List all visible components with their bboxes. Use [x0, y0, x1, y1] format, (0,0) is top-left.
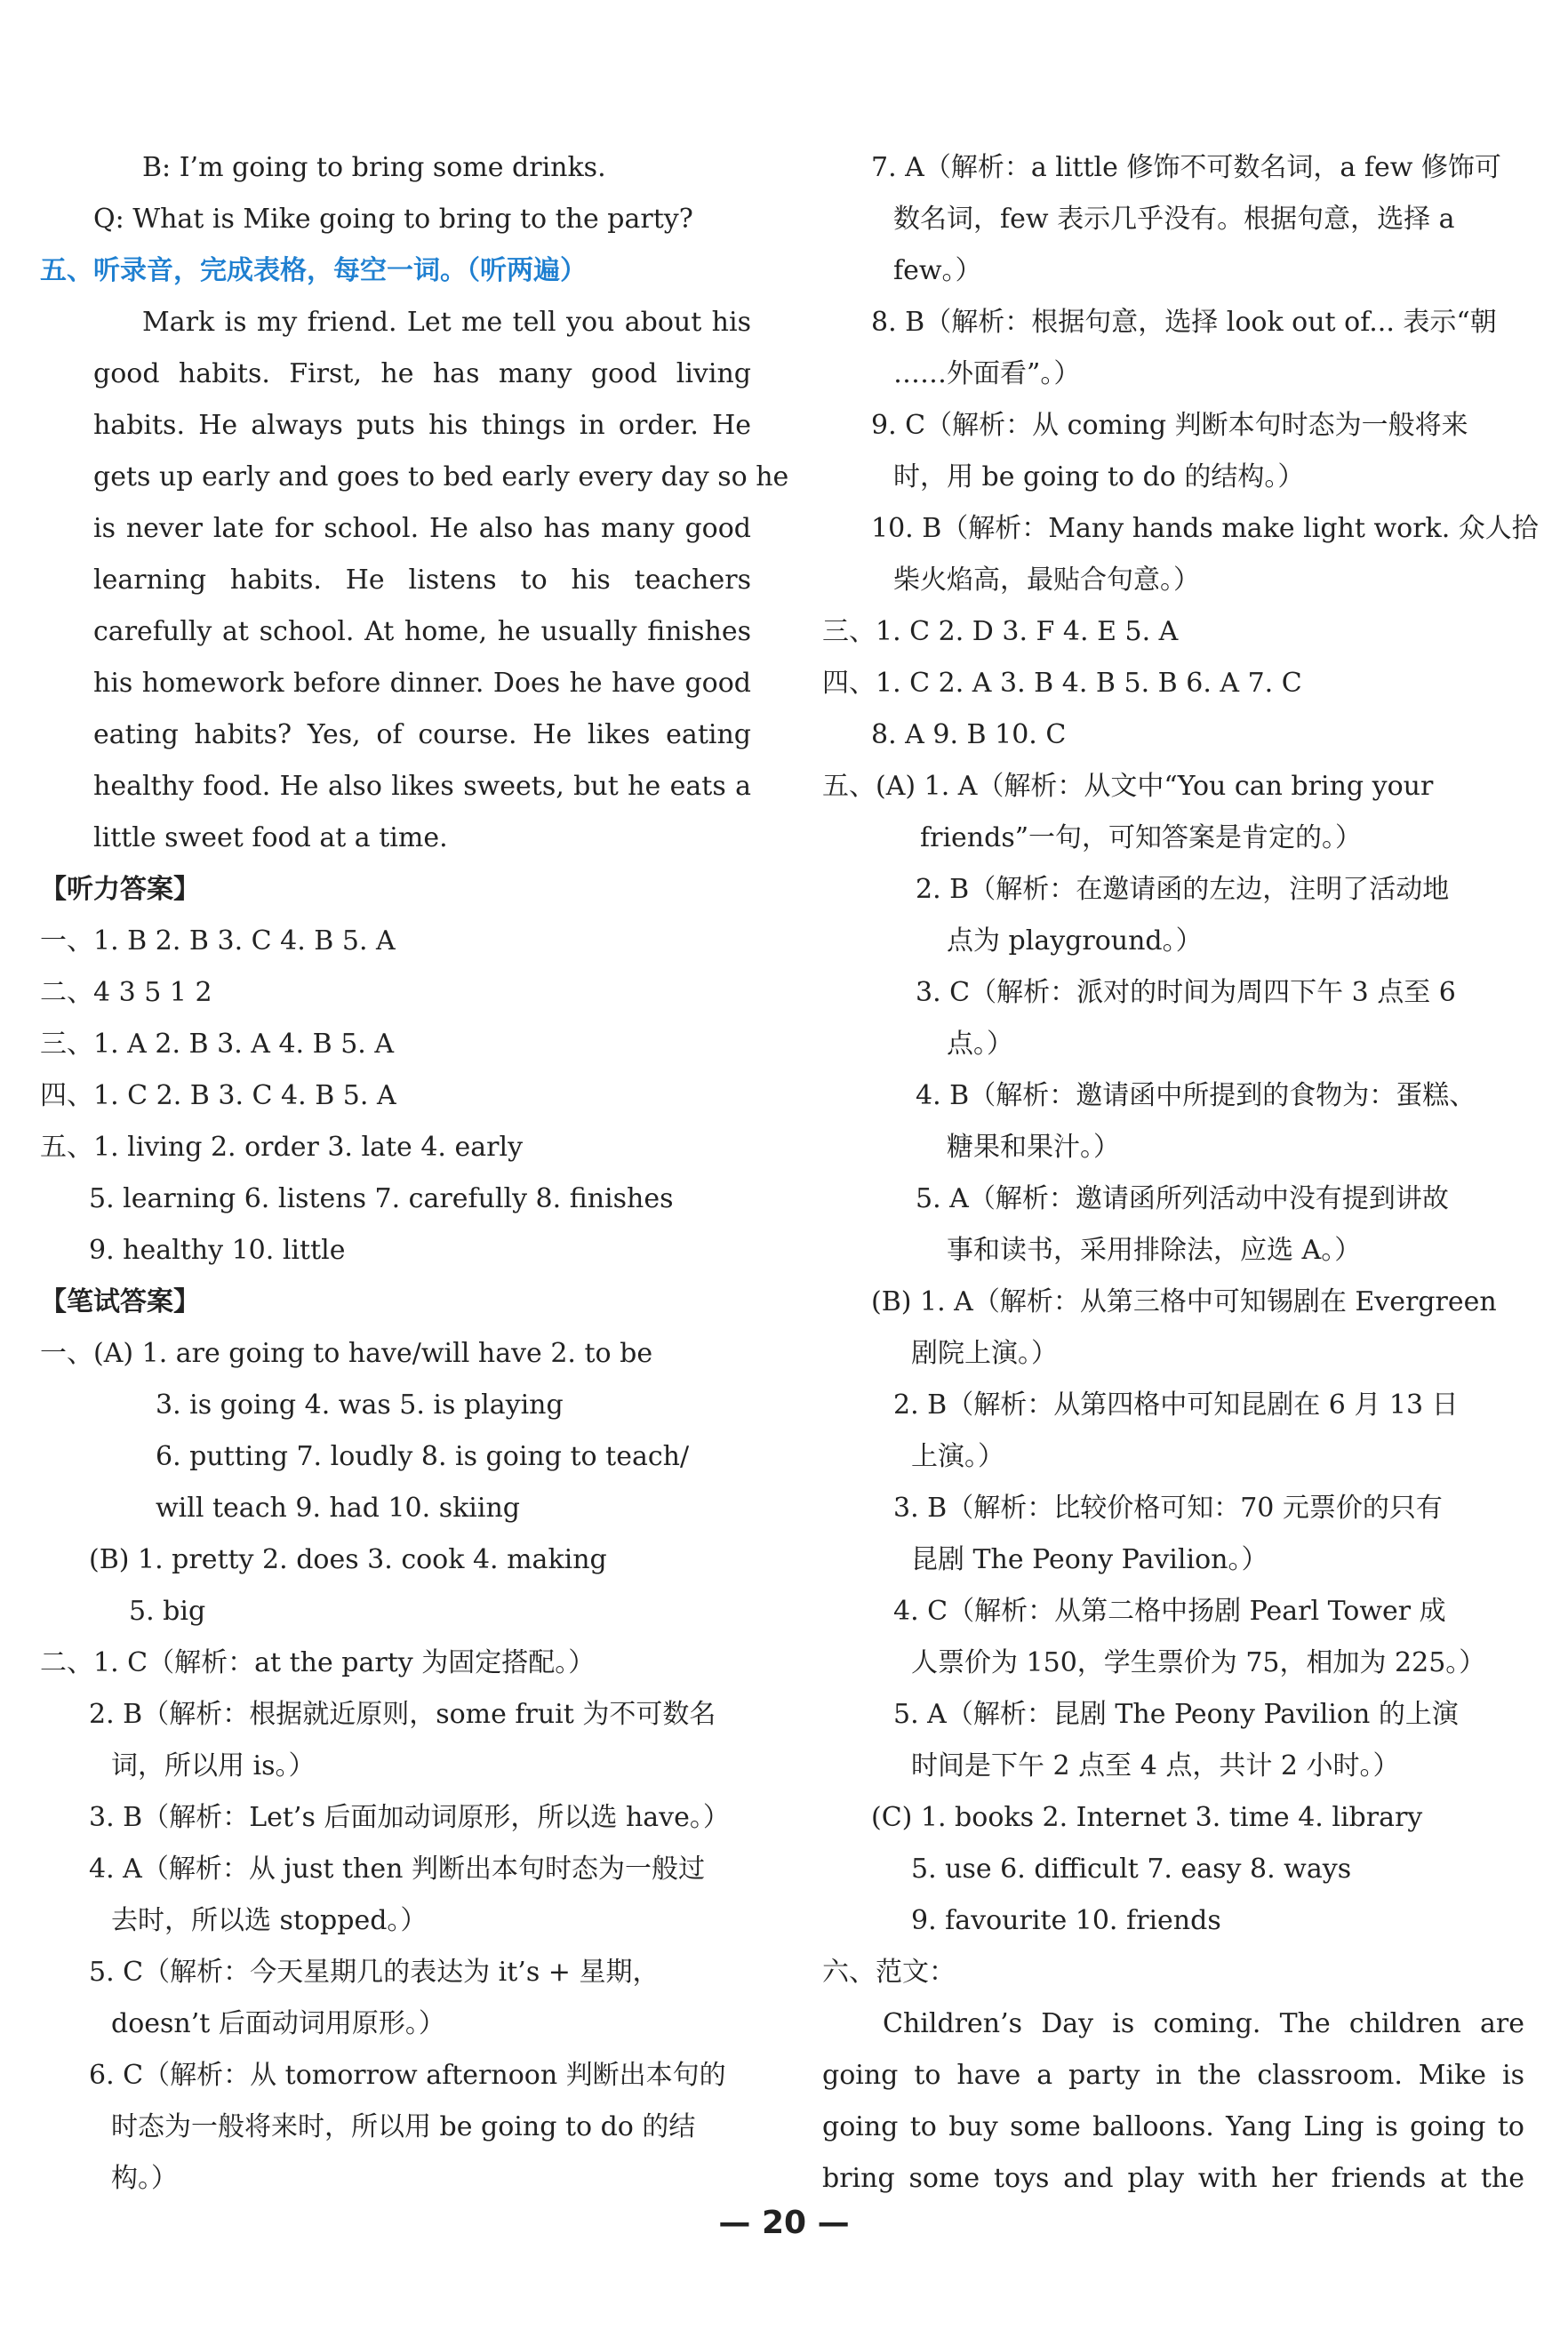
left-column-line: 5. big — [129, 1596, 206, 1627]
left-column-line: 6. C（解析：从 tomorrow afternoon 判断出本句的 — [89, 2060, 726, 2091]
right-column-line: bring some toys and play with her friends at the — [822, 2163, 1524, 2194]
right-column-line: (B) 1. A（解析：从第三格中可知锡剧在 Evergreen — [871, 1286, 1497, 1317]
right-column-line: 剧院上演。） — [911, 1338, 1058, 1369]
right-column-line: 9. C（解析：从 coming 判断本句时态为一般将来 — [871, 410, 1468, 441]
right-column-line: 上演。） — [911, 1441, 1004, 1472]
left-column-line: 五、听录音，完成表格，每空一词。（听两遍） — [40, 255, 587, 286]
right-column-line: 人票价为 150，学生票价为 75，相加为 225。） — [911, 1647, 1486, 1678]
right-column-line: 时间是下午 2 点至 4 点，共计 2 小时。） — [911, 1750, 1400, 1782]
right-column-line: 糖果和果汁。） — [947, 1132, 1120, 1163]
left-column-line: 四、1. C 2. B 3. C 4. B 5. A — [40, 1080, 396, 1111]
left-column-line: 去时，所以选 stopped。） — [111, 1905, 428, 1936]
right-column-line: 7. A（解析：a little 修饰不可数名词，a few 修饰可 — [871, 152, 1501, 183]
left-column-line: good habits. First, he has many good living — [93, 358, 751, 389]
left-column-line: his homework before dinner. Does he have good — [93, 668, 751, 699]
right-column-line: 2. B（解析：在邀请函的左边，注明了活动地 — [916, 874, 1450, 905]
right-column-line: 点为 playground。） — [947, 925, 1203, 957]
page-number: — 20 — — [718, 2205, 850, 2241]
left-column-line: healthy food. He also likes sweets, but he eats a — [93, 771, 751, 802]
left-column-line: 3. is going 4. was 5. is playing — [156, 1389, 564, 1421]
left-column-line: 一、(A) 1. are going to have/will have 2. to be — [40, 1338, 653, 1369]
right-column-line: 六、范文： — [822, 1957, 956, 1988]
left-column-line: Mark is my friend. Let me tell you about his — [142, 307, 751, 338]
right-column-line: 3. B（解析：比较价格可知：70 元票价的只有 — [893, 1493, 1443, 1524]
left-column-line: eating habits? Yes, of course. He likes eating — [93, 719, 751, 750]
left-column-line: gets up early and goes to bed early every day so he — [93, 461, 789, 492]
right-column-line: 事和读书，采用排除法，应选 A。） — [947, 1235, 1362, 1266]
left-column-line: 【笔试答案】 — [40, 1286, 200, 1317]
right-column-line: 柴火焰高，最贴合句意。） — [893, 564, 1200, 596]
left-column-line: little sweet food at a time. — [93, 822, 448, 853]
right-column-line: 数名词，few 表示几乎没有。根据句意，选择 a — [893, 204, 1455, 235]
left-column-line: will teach 9. had 10. skiing — [156, 1493, 520, 1524]
left-column-line: 3. B（解析：Let’s 后面加动词原形，所以选 have。） — [89, 1802, 730, 1833]
right-column-line: Children’s Day is coming. The children are — [883, 2008, 1524, 2039]
right-column-line: 8. B（解析：根据句意，选择 look out of... 表示“朝 — [871, 307, 1497, 338]
right-column-line: 5. use 6. difficult 7. easy 8. ways — [911, 1854, 1352, 1885]
left-column-line: habits. He always puts his things in order. He — [93, 410, 751, 441]
left-column-line: learning habits. He listens to his teachers — [93, 564, 751, 596]
right-column-line: 3. C（解析：派对的时间为周四下午 3 点至 6 — [916, 977, 1456, 1008]
left-column-line: 一、1. B 2. B 3. C 4. B 5. A — [40, 925, 396, 957]
left-column-line: 5. learning 6. listens 7. carefully 8. finishes — [89, 1183, 674, 1214]
right-column-line: 9. favourite 10. friends — [911, 1905, 1221, 1936]
left-column-line: Q: What is Mike going to bring to the party? — [93, 204, 693, 235]
right-column-line: 时，用 be going to do 的结构。） — [893, 461, 1305, 492]
right-column-line: (C) 1. books 2. Internet 3. time 4. library — [871, 1802, 1423, 1833]
right-column-line: ……外面看”。） — [893, 358, 1081, 389]
right-column-line: 4. B（解析：邀请函中所提到的食物为：蛋糕、 — [916, 1080, 1476, 1111]
left-column-line: 4. A（解析：从 just then 判断出本句时态为一般过 — [89, 1854, 705, 1885]
right-column-line: 五、(A) 1. A（解析：从文中“You can bring your — [822, 771, 1434, 802]
right-column-line: friends”一句，可知答案是肯定的。） — [920, 822, 1363, 853]
left-column-line: 词，所以用 is。） — [111, 1750, 316, 1782]
left-column-line: 五、1. living 2. order 3. late 4. early — [40, 1132, 524, 1163]
right-column-line: 8. A 9. B 10. C — [871, 719, 1067, 750]
left-column-line: 2. B（解析：根据就近原则，some fruit 为不可数名 — [89, 1699, 716, 1730]
left-column-line: carefully at school. At home, he usually finishes — [93, 616, 751, 647]
left-column-line: 二、4 3 5 1 2 — [40, 977, 212, 1008]
left-column-line: 三、1. A 2. B 3. A 4. B 5. A — [40, 1029, 395, 1060]
right-column-line: going to buy some balloons. Yang Ling is going to — [822, 2111, 1524, 2142]
left-column — [40, 142, 789, 2205]
left-column-line: 二、1. C（解析：at the party 为固定搭配。） — [40, 1647, 596, 1678]
left-column-line: 【听力答案】 — [40, 874, 200, 905]
right-column-line: few。） — [893, 255, 982, 286]
right-column-line: 4. C（解析：从第二格中扬剧 Pearl Tower 成 — [893, 1596, 1446, 1627]
left-column-line: 5. C（解析：今天星期几的表达为 it’s + 星期， — [89, 1957, 660, 1988]
right-column-line: 2. B（解析：从第四格中可知昆剧在 6 月 13 日 — [893, 1389, 1459, 1421]
right-column-line: going to have a party in the classroom. Mike is — [822, 2060, 1524, 2091]
right-column-line: 昆剧 The Peony Pavilion。） — [911, 1544, 1268, 1575]
left-column-line: (B) 1. pretty 2. does 3. cook 4. making — [89, 1544, 607, 1575]
right-column-line: 点。） — [947, 1029, 1013, 1060]
left-column-line: B: I’m going to bring some drinks. — [142, 152, 606, 183]
right-column-line: 四、1. C 2. A 3. B 4. B 5. B 6. A 7. C — [822, 668, 1302, 699]
left-column-line: 时态为一般将来时，所以用 be going to do 的结 — [111, 2111, 696, 2142]
left-column-line: 9. healthy 10. little — [89, 1235, 346, 1266]
left-column-line: doesn’t 后面动词用原形。） — [111, 2008, 445, 2039]
right-column-line: 三、1. C 2. D 3. F 4. E 5. A — [822, 616, 1179, 647]
left-column-line: is never late for school. He also has many good — [93, 513, 751, 544]
left-column-line: 构。） — [111, 2163, 178, 2194]
right-column — [822, 142, 1539, 2205]
left-column-line: 6. putting 7. loudly 8. is going to teach/ — [156, 1441, 690, 1472]
right-column-line: 5. A（解析：邀请函所列活动中没有提到讲故 — [916, 1183, 1449, 1214]
right-column-line: 5. A（解析：昆剧 The Peony Pavilion 的上演 — [893, 1699, 1459, 1730]
right-column-line: 10. B（解析：Many hands make light work. 众人拾 — [871, 513, 1539, 544]
